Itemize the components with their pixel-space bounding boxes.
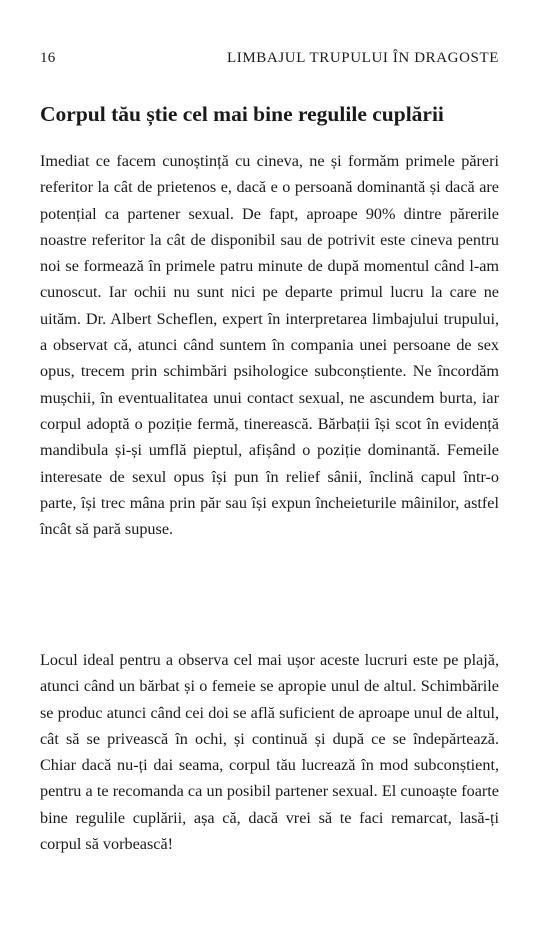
running-header xyxy=(40,50,499,72)
section-title: Corpul tău știe cel mai bine regulile cuplării xyxy=(40,102,444,126)
body-paragraph: Locul ideal pentru a observa cel mai ușor aceste lucruri este pe plajă, atunci când un bărbat și o femeie se apropie unul de altul. Schimbările se produc atunci când cei doi se află suficient de aproape unul de altul, cât să se privească în ochi, și continuă și după ce se îndepărtează. Chiar dacă nu-ți dai seama, corpul tău lucrează în mod subconștient, pentru a te recomanda ca un posibil partener sexual. El cunoaște foarte bine regulile cuplării, așa că, dacă vrei să te faci remarcat, lasă-ți corpul să vorbească! xyxy=(40,651,499,854)
body-paragraph: Imediat ce facem cunoștință cu cineva, ne și formăm primele păreri referitor la cât de prietenos e, dacă e o persoană dominantă și dacă are potențial ca partener sexual. De fapt, aproape 90% dintre părerile noastre referitor la cât de disponibil sau de potrivit este cineva pentru noi se formează în primele patru minute de după momentul când l-am cunoscut. Iar ochii nu sunt nici pe departe primul lucru la care ne uităm. Dr. Albert Scheflen, expert în interpretarea limbajului trupului, a observat că, atunci când suntem în compania unei persoane de sex opus, trecem prin schimbări psihologice subconștiente. Ne încordăm mușchii, în eventualitatea unui contact sexual, ne ascundem burta, iar corpul adoptă o poziție fermă, tinerească. Bărbații își scot în evidență mandibula și-și umflă pieptul, afișând o poziție dominantă. Femeile interesate de sexul opus își pun în relief sânii, înclină capul într-o parte, își trec mâna prin păr sau își expun încheieturile mâinilor, astfel încât să pară supuse. xyxy=(40,152,499,539)
page-number: 16 xyxy=(40,50,56,66)
running-title: LIMBAJUL TRUPULUI ÎN DRAGOSTE xyxy=(227,50,499,66)
